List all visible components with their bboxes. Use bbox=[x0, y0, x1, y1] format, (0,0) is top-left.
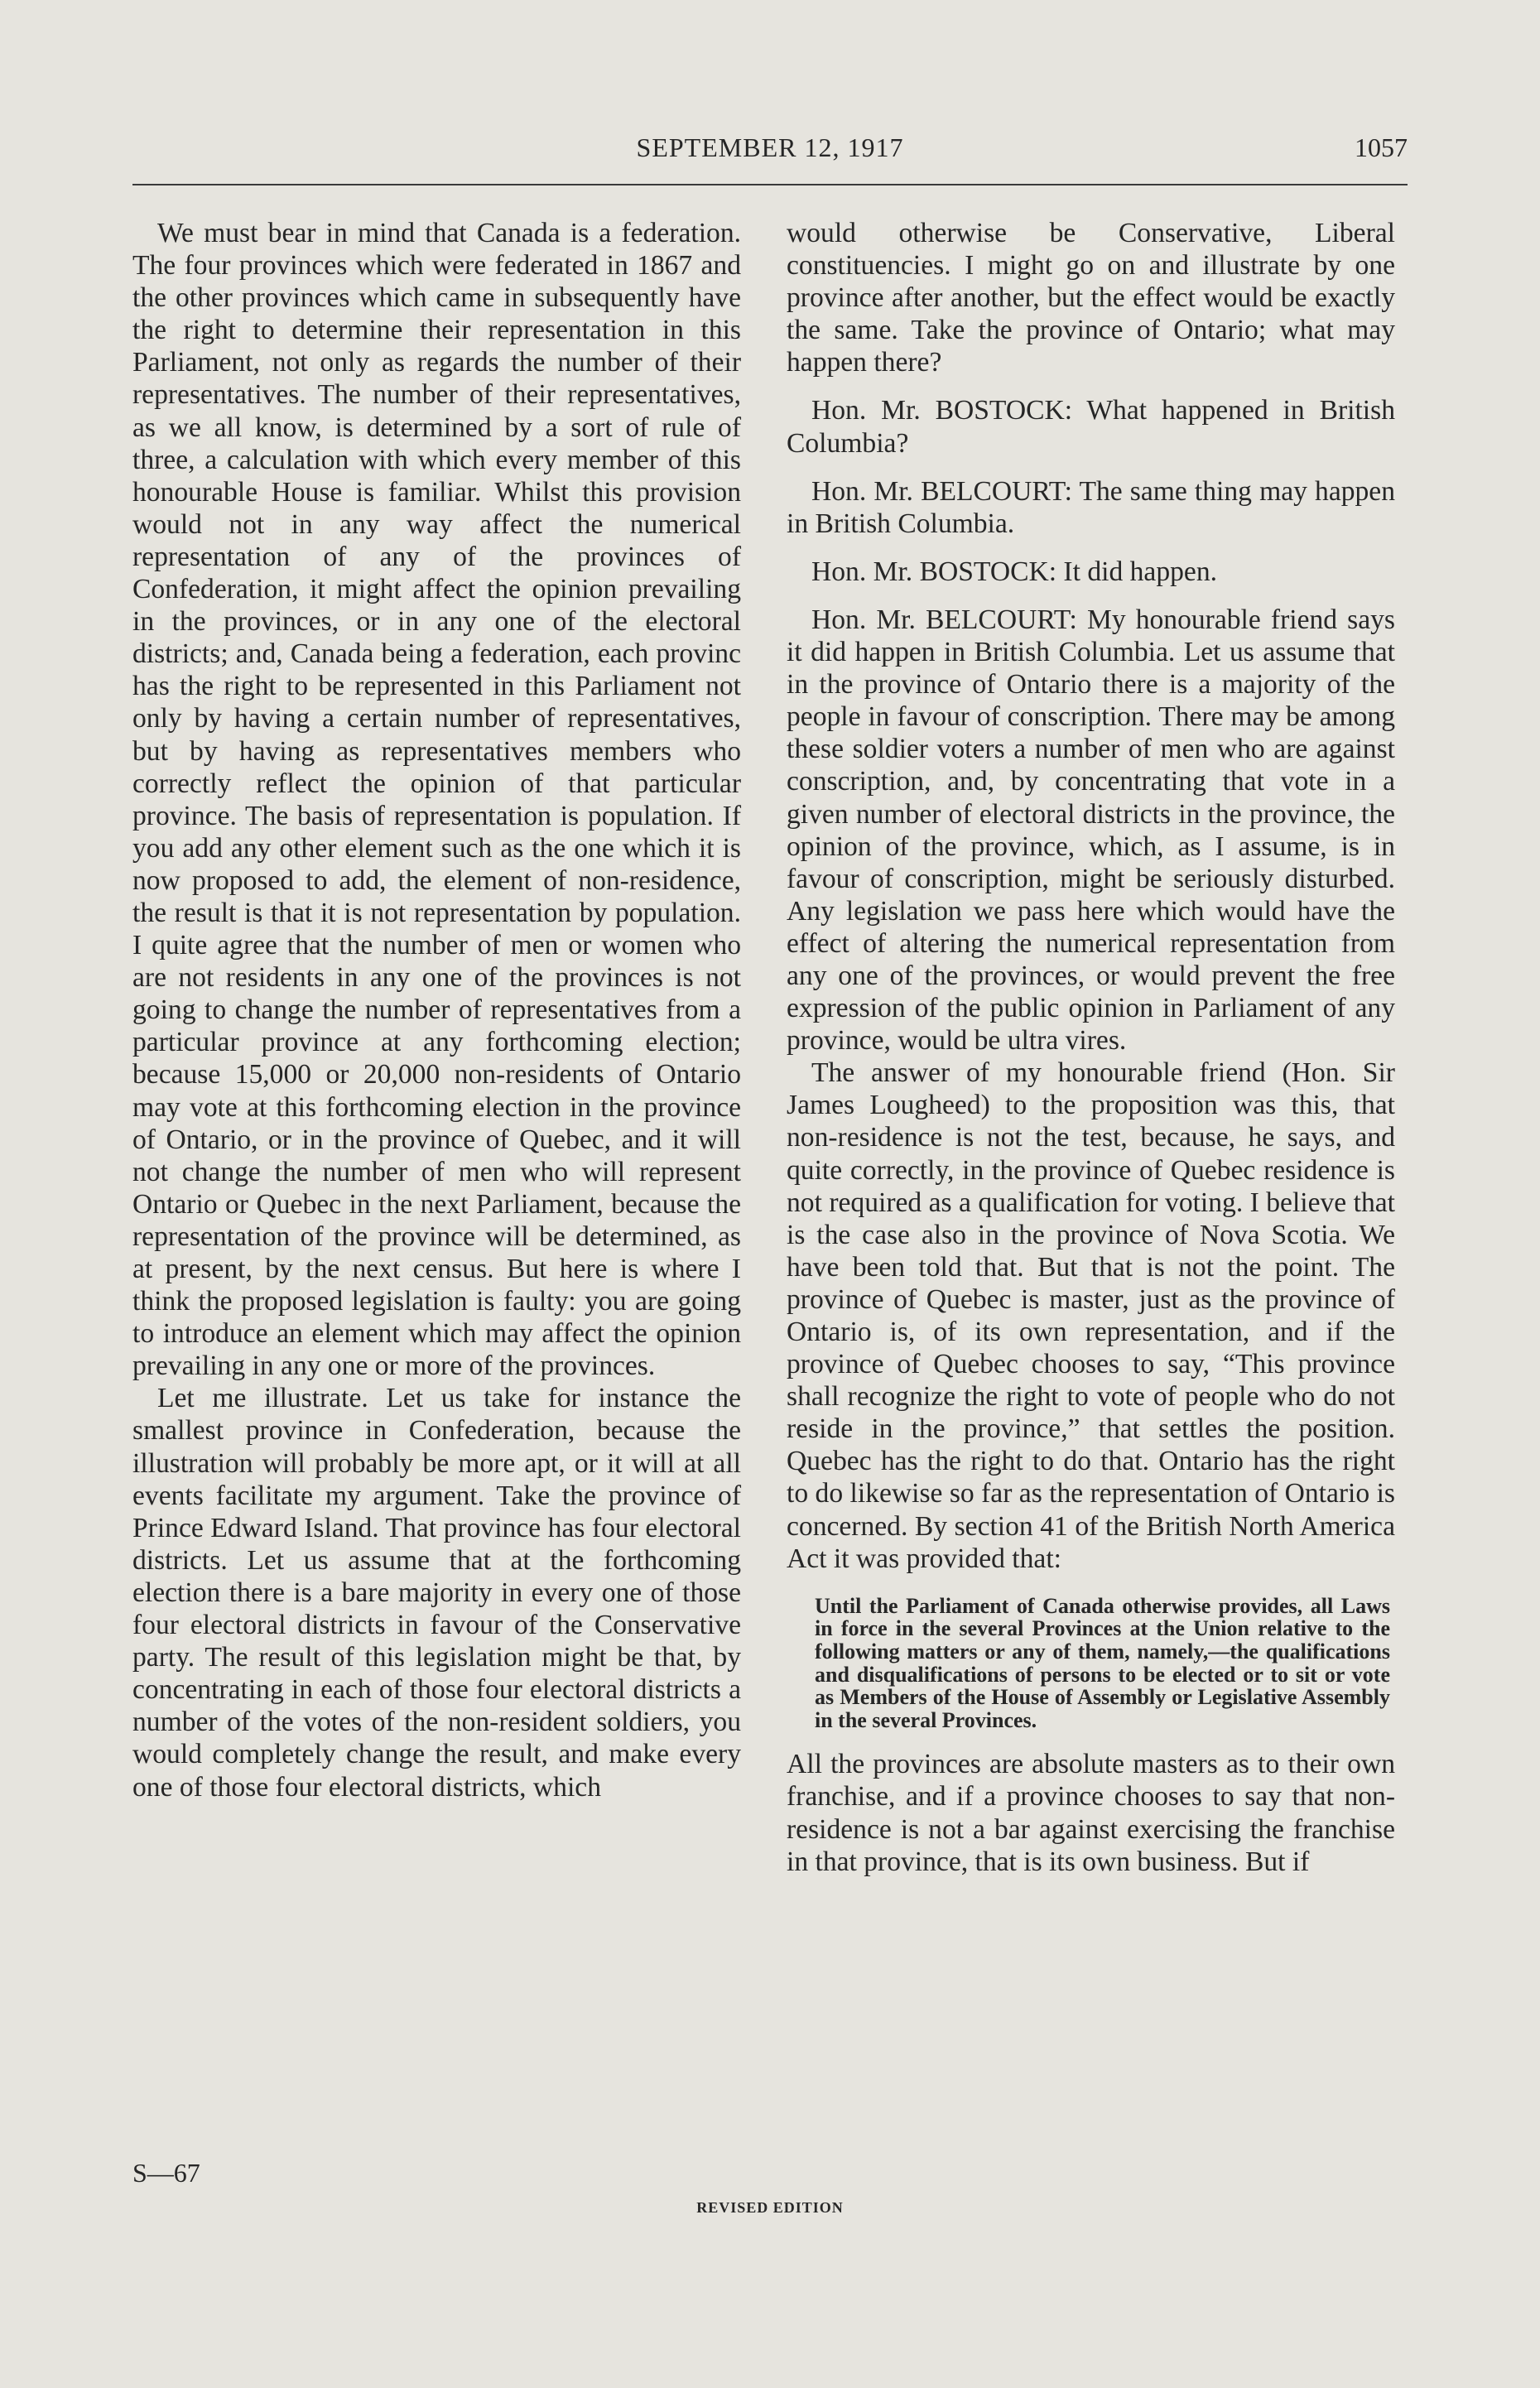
page-header bbox=[132, 132, 1408, 182]
paragraph: All the provinces are absolute masters as to their own franchise, and if a province chooses to say that non-residence is not a bar against exercising the franchise in that province, that is its own business. But if bbox=[787, 1749, 1395, 1877]
paragraph: The answer of my honourable friend (Hon. Sir James Lougheed) to the proposition was this, that non-residence is not the test, because, he says, and quite correctly, in the province of Quebec residence is not required as a qualification for voting. I believe that is the case also in the province of Nova Scotia. We have been told that. But that is not the point. The province of Quebec is master, just as the province of Ontario is, of its own representation, and if the province of Quebec chooses to say, “This province shall recognize the right to vote of people who do not reside in the province,” that settles the position. Quebec has the right to do that. Ontario has the right to do likewise so far as the representation of Ontario is concerned. By section 41 of the British North America Act it was provided that: bbox=[787, 1057, 1395, 1574]
block-quote: Until the Parliament of Canada otherwise provides, all Laws in force in the several Provinces at the Union relative to the following matters or any of them, namely,—the qualifications and disqualifications of persons to be elected or to sit or vote as Members of the House of Assembly or Legislative Assembly in the several Provinces. bbox=[815, 1593, 1390, 1732]
speaker-line: Hon. Mr. BOSTOCK: What happened in British Columbia? bbox=[787, 395, 1395, 459]
page-number: 1057 bbox=[1355, 132, 1408, 162]
signature-mark: S—67 bbox=[132, 2158, 200, 2188]
speaker-line: Hon. Mr. BELCOURT: My honourable friend says it did happen in British Columbia. Let us assume that in the province of Ontario there is a majority of the people in favour of conscription. There may be among these soldier voters a number of men who are against conscription, and, by concentrating that vote in a given number of electoral districts in the province, the opinion of the province, which, as I assume, is in favour of conscription, might be seriously disturbed. Any legislation we pass here which would have the effect of altering the numerical representation from any one of the provinces, or would prevent the free expression of the public opinion in Parliament of any province, would be ultra vires. bbox=[787, 604, 1395, 1057]
right-column bbox=[787, 217, 1395, 1878]
paragraph: Let me illustrate. Let us take for instance the smallest province in Confederation, because the illustration will probably be more apt, or it will at all events facilitate my argument. Take the province of Prince Edward Island. That province has four electoral districts. Let us assume that at the forthcoming election there is a bare majority in every one of those four electoral districts in favour of the Conservative party. The result of this legislation might be that, by concentrating in each of those four electoral districts a number of the votes of the non-resident soldiers, you would completely change the result, and make every one of those four electoral districts, which bbox=[132, 1383, 741, 1803]
speaker-line: Hon. Mr. BOSTOCK: It did happen. bbox=[811, 556, 1217, 587]
edition-label: REVISED EDITION bbox=[696, 2199, 844, 2216]
paragraph-continuation: would otherwise be Conservative, Liberal constituencies. I might go on and illustrate by one province after another, but the effect would be exactly the same. Take the province of Ontario; what may happen there? bbox=[787, 218, 1395, 378]
paragraph: We must bear in mind that Canada is a federation. The four provinces which were federated in 1867 and the other provinces which came in subsequently have the right to determine their representation in this Parliament, not only as regards the number of their representatives. The number of their representatives, as we all know, is determined by a sort of rule of three, a calculation with which every member of this honourable House is familiar. Whilst this provision would not in any way affect the numerical representation of any of the provinces of Confederation, it might affect the opinion prevailing in the provinces, or in any one of the electoral districts; and, Canada being a federation, each provinc has the right to be represented in this Parliament not only by having a certain number of representatives, but by having as representatives members who correctly reflect the opinion of that particular province. The basis of representation is population. If you add any other element such as the one which it is now proposed to add, the element of non-residence, the result is that it is not representation by population. I quite agree that the number of men or women who are not residents in any one of the provinces is not going to change the number of representatives from a particular province at any forthcoming election; because 15,000 or 20,000 non-residents of Ontario may vote at this forthcoming election in the province of Ontario, or in the province of Quebec, and it will not change the number of men who will represent Ontario or Quebec in the next Parliament, because the representation of the province will be determined, as at present, by the next census. But here is where I think the proposed legislation is faulty: you are going to introduce an element which may affect the opinion prevailing in any one or more of the provinces. bbox=[132, 218, 741, 1382]
left-column bbox=[132, 217, 741, 1803]
header-rule bbox=[132, 184, 1408, 185]
speaker-line: Hon. Mr. BELCOURT: The same thing may happen in British Columbia. bbox=[787, 475, 1395, 539]
page-date-title: SEPTEMBER 12, 1917 bbox=[636, 132, 904, 162]
